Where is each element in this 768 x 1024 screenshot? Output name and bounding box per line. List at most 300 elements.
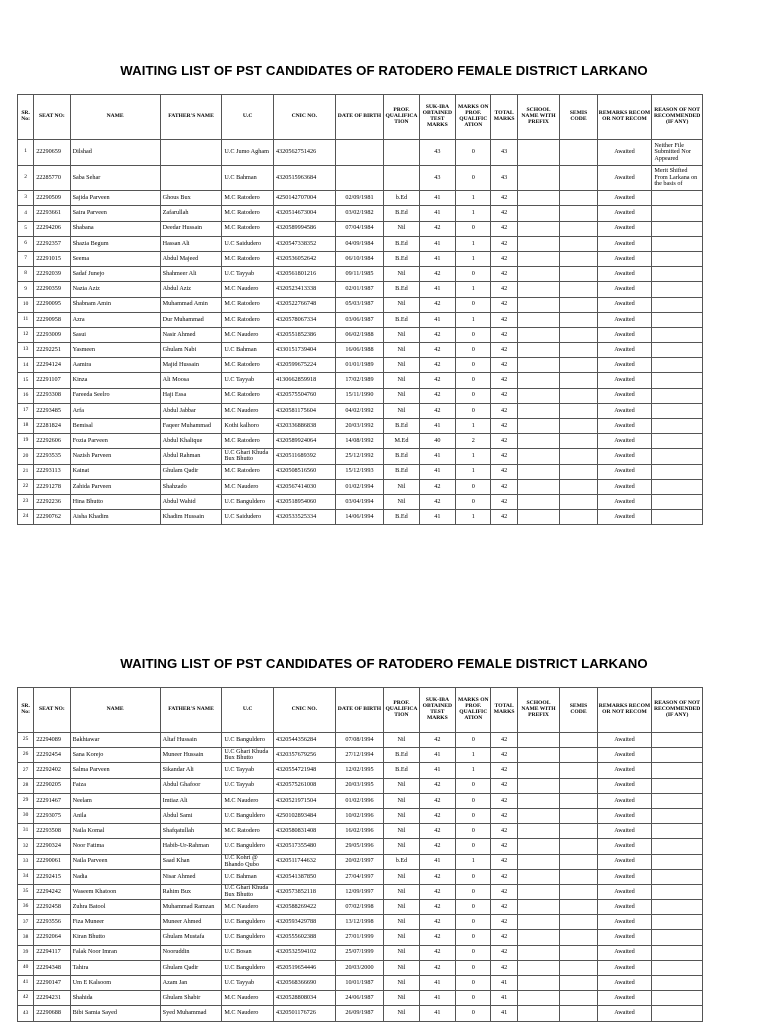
- cell-cnic-no: 4320508516560: [273, 464, 335, 479]
- cell-cnic-no: 4320573852118: [273, 884, 335, 899]
- cell-reason: [652, 960, 703, 975]
- cell-fathers-name: Altaf Hussain: [160, 733, 222, 748]
- cell-fathers-name: Muhammad Amin: [160, 297, 222, 312]
- cell-semis-code: [560, 960, 597, 975]
- cell-fathers-name: Abdul Sami: [160, 808, 222, 823]
- cell-semis-code: [560, 282, 597, 297]
- cell-total-marks: 42: [491, 839, 517, 854]
- cell-remarks: Awaited: [597, 854, 652, 869]
- cell-school-name: [517, 419, 559, 434]
- cell-sr-no: 39: [18, 945, 34, 960]
- cell-sr-no: 13: [18, 343, 34, 358]
- cell-qualification-marks: 0: [456, 793, 491, 808]
- cell-test-marks: 41: [419, 1006, 455, 1021]
- cell-reason: [652, 206, 703, 221]
- cell-date-of-birth: 04/09/1984: [335, 236, 384, 251]
- cell-uc: M.C Ratodero: [222, 434, 274, 449]
- cell-sr-no: 26: [18, 748, 34, 763]
- cell-seat-no: 22293308: [34, 388, 70, 403]
- cell-seat-no: 22294089: [34, 733, 70, 748]
- cell-sr-no: 2: [18, 165, 34, 191]
- cell-semis-code: [560, 388, 597, 403]
- cell-name: Shabnam Amin: [70, 297, 160, 312]
- cell-seat-no: 22292064: [34, 930, 70, 945]
- cell-school-name: [517, 479, 559, 494]
- cell-seat-no: 22294231: [34, 991, 70, 1006]
- cell-seat-no: 22294348: [34, 960, 70, 975]
- cell-school-name: [517, 976, 559, 991]
- cell-seat-no: 22290205: [34, 778, 70, 793]
- table-row: [18, 1006, 703, 1021]
- cell-remarks: Awaited: [597, 312, 652, 327]
- cell-date-of-birth: 20/03/1992: [335, 419, 384, 434]
- header-name: NAME: [70, 688, 160, 733]
- cell-fathers-name: Shahzado: [160, 479, 222, 494]
- cell-qualification-marks: 1: [456, 191, 491, 206]
- cell-remarks: Awaited: [597, 343, 652, 358]
- cell-uc: U.C Bangulderо: [222, 930, 274, 945]
- cell-total-marks: 42: [491, 945, 517, 960]
- cell-fathers-name: Abdul Ghafoor: [160, 778, 222, 793]
- cell-name: Hina Bhutto: [70, 494, 160, 509]
- cell-test-marks: 43: [419, 165, 455, 191]
- cell-school-name: [517, 221, 559, 236]
- cell-qualification-marks: 1: [456, 206, 491, 221]
- cell-school-name: [517, 1006, 559, 1021]
- cell-uc: U.C Ghari Khuda Bux Bhutto: [222, 748, 274, 763]
- cell-qualification-marks: 0: [456, 388, 491, 403]
- cell-total-marks: 42: [491, 778, 517, 793]
- cell-total-marks: 42: [491, 510, 517, 525]
- cell-reason: [652, 854, 703, 869]
- cell-name: Sana Korejo: [70, 748, 160, 763]
- cell-reason: [652, 991, 703, 1006]
- cell-total-marks: 42: [491, 251, 517, 266]
- cell-semis-code: [560, 991, 597, 1006]
- cell-sr-no: 11: [18, 312, 34, 327]
- cell-school-name: [517, 267, 559, 282]
- cell-prof-qualification: Nil: [384, 403, 419, 418]
- table-row: [18, 403, 703, 418]
- header-qualification-marks: MARKS ON PROF. QUALIFIC ATION: [456, 688, 491, 733]
- cell-fathers-name: [160, 140, 222, 166]
- cell-date-of-birth: 02/01/1987: [335, 282, 384, 297]
- cell-seat-no: 22293535: [34, 449, 70, 464]
- cell-date-of-birth: 03/04/1994: [335, 494, 384, 509]
- cell-qualification-marks: 1: [456, 510, 491, 525]
- cell-fathers-name: Ghous Bux: [160, 191, 222, 206]
- cell-school-name: [517, 312, 559, 327]
- table-row: [18, 748, 703, 763]
- cell-school-name: [517, 494, 559, 509]
- cell-uc: U.C Tayyab: [222, 763, 274, 778]
- cell-uc: M.C Ratodero: [222, 206, 274, 221]
- cell-test-marks: 42: [419, 945, 455, 960]
- cell-remarks: Awaited: [597, 824, 652, 839]
- cell-name: Naila Komal: [70, 824, 160, 839]
- cell-date-of-birth: 27/12/1994: [335, 748, 384, 763]
- cell-reason: [652, 479, 703, 494]
- cell-school-name: [517, 251, 559, 266]
- cell-date-of-birth: 14/06/1994: [335, 510, 384, 525]
- cell-semis-code: [560, 930, 597, 945]
- cell-prof-qualification: B.Ed: [384, 510, 419, 525]
- cell-seat-no: 22291015: [34, 251, 70, 266]
- table-row: [18, 221, 703, 236]
- header-uc: U.C: [222, 688, 274, 733]
- cell-qualification-marks: 0: [456, 403, 491, 418]
- cell-school-name: [517, 824, 559, 839]
- cell-date-of-birth: 07/04/1984: [335, 221, 384, 236]
- cell-cnic-no: 4320544356284: [273, 733, 335, 748]
- cell-semis-code: [560, 403, 597, 418]
- cell-semis-code: [560, 915, 597, 930]
- cell-qualification-marks: 0: [456, 976, 491, 991]
- cell-prof-qualification: [384, 140, 419, 166]
- cell-total-marks: 42: [491, 763, 517, 778]
- header-semis-code: SEMIS CODE: [560, 95, 597, 140]
- cell-school-name: [517, 839, 559, 854]
- cell-fathers-name: Deedar Hussain: [160, 221, 222, 236]
- cell-test-marks: 41: [419, 510, 455, 525]
- cell-sr-no: 38: [18, 930, 34, 945]
- cell-cnic-no: 4320555602388: [273, 930, 335, 945]
- cell-remarks: Awaited: [597, 930, 652, 945]
- cell-qualification-marks: 0: [456, 869, 491, 884]
- table-row: [18, 282, 703, 297]
- cell-name: Saba Sehar: [70, 165, 160, 191]
- cell-semis-code: [560, 778, 597, 793]
- cell-test-marks: 43: [419, 140, 455, 166]
- cell-fathers-name: Faqeer Muhammad: [160, 419, 222, 434]
- cell-reason: [652, 869, 703, 884]
- cell-test-marks: 42: [419, 267, 455, 282]
- cell-name: Seema: [70, 251, 160, 266]
- cell-semis-code: [560, 824, 597, 839]
- cell-remarks: Awaited: [597, 869, 652, 884]
- cell-sr-no: 18: [18, 419, 34, 434]
- cell-remarks: Awaited: [597, 494, 652, 509]
- cell-test-marks: 41: [419, 991, 455, 1006]
- cell-name: Salma Parveen: [70, 763, 160, 778]
- cell-remarks: Awaited: [597, 839, 652, 854]
- cell-date-of-birth: 20/03/2000: [335, 960, 384, 975]
- cell-prof-qualification: [384, 165, 419, 191]
- cell-reason: [652, 976, 703, 991]
- cell-test-marks: 42: [419, 824, 455, 839]
- cell-qualification-marks: 1: [456, 464, 491, 479]
- table-row: [18, 733, 703, 748]
- cell-seat-no: 22290688: [34, 1006, 70, 1021]
- cell-school-name: [517, 960, 559, 975]
- cell-qualification-marks: 1: [456, 282, 491, 297]
- table-row: [18, 960, 703, 975]
- table-row: [18, 449, 703, 464]
- cell-uc: U.C Kohri @ Bhando Qubo: [222, 854, 274, 869]
- cell-semis-code: [560, 358, 597, 373]
- cell-remarks: Awaited: [597, 251, 652, 266]
- cell-school-name: [517, 206, 559, 221]
- table-row: [18, 388, 703, 403]
- cell-date-of-birth: 04/02/1992: [335, 403, 384, 418]
- cell-name: Zahida Parveen: [70, 479, 160, 494]
- table-row: [18, 900, 703, 915]
- cell-total-marks: 42: [491, 960, 517, 975]
- cell-prof-qualification: Nil: [384, 976, 419, 991]
- cell-seat-no: 22292415: [34, 869, 70, 884]
- cell-remarks: Awaited: [597, 976, 652, 991]
- cell-prof-qualification: Nil: [384, 839, 419, 854]
- header-cnic-no: CNIC NO.: [273, 95, 335, 140]
- cell-name: Shabana: [70, 221, 160, 236]
- cell-prof-qualification: B.Ed: [384, 763, 419, 778]
- cell-seat-no: 22290509: [34, 191, 70, 206]
- cell-sr-no: 23: [18, 494, 34, 509]
- table-row: [18, 479, 703, 494]
- cell-prof-qualification: Nil: [384, 778, 419, 793]
- cell-uc: M.C Naudero: [222, 793, 274, 808]
- cell-name: Nazia Aziz: [70, 282, 160, 297]
- cell-prof-qualification: B.Ed: [384, 464, 419, 479]
- cell-school-name: [517, 140, 559, 166]
- cell-sr-no: 21: [18, 464, 34, 479]
- header-prof-qualification: PROF. QUALIFICA TION: [384, 688, 419, 733]
- cell-school-name: [517, 900, 559, 915]
- cell-school-name: [517, 930, 559, 945]
- cell-remarks: Awaited: [597, 960, 652, 975]
- cell-prof-qualification: Nil: [384, 343, 419, 358]
- cell-semis-code: [560, 206, 597, 221]
- cell-cnic-no: 4320518954060: [273, 494, 335, 509]
- cell-fathers-name: Dur Muhammad: [160, 312, 222, 327]
- cell-reason: [652, 808, 703, 823]
- cell-date-of-birth: 01/02/1996: [335, 793, 384, 808]
- cell-fathers-name: Ghulam Shabir: [160, 991, 222, 1006]
- cell-name: Sajida Parveen: [70, 191, 160, 206]
- cell-seat-no: 22294117: [34, 945, 70, 960]
- cell-qualification-marks: 0: [456, 960, 491, 975]
- header-fathers-name: FATHER'S NAME: [160, 688, 222, 733]
- cell-remarks: Awaited: [597, 808, 652, 823]
- table-row: [18, 793, 703, 808]
- header-reason: REASON OF NOT RECOMMENDED (IF ANY): [652, 688, 703, 733]
- cell-seat-no: 22290061: [34, 854, 70, 869]
- cell-seat-no: 22290095: [34, 297, 70, 312]
- cell-remarks: Awaited: [597, 793, 652, 808]
- cell-name: Arfa: [70, 403, 160, 418]
- cell-reason: [652, 763, 703, 778]
- cell-total-marks: 42: [491, 915, 517, 930]
- cell-sr-no: 5: [18, 221, 34, 236]
- cell-total-marks: 42: [491, 312, 517, 327]
- cell-uc: M.C Naudero: [222, 991, 274, 1006]
- cell-school-name: [517, 358, 559, 373]
- table-row: [18, 165, 703, 191]
- cell-date-of-birth: 16/02/1996: [335, 824, 384, 839]
- cell-reason: [652, 297, 703, 312]
- cell-cnic-no: 4320588269422: [273, 900, 335, 915]
- cell-sr-no: 25: [18, 733, 34, 748]
- cell-test-marks: 41: [419, 312, 455, 327]
- cell-reason: [652, 403, 703, 418]
- cell-semis-code: [560, 449, 597, 464]
- cell-seat-no: 22293485: [34, 403, 70, 418]
- cell-semis-code: [560, 297, 597, 312]
- cell-qualification-marks: 0: [456, 915, 491, 930]
- cell-test-marks: 42: [419, 327, 455, 342]
- cell-test-marks: 41: [419, 854, 455, 869]
- cell-seat-no: 22292357: [34, 236, 70, 251]
- cell-total-marks: 42: [491, 434, 517, 449]
- cell-test-marks: 42: [419, 839, 455, 854]
- cell-qualification-marks: 0: [456, 900, 491, 915]
- cell-fathers-name: Rahim Bux: [160, 884, 222, 899]
- cell-name: Bakhtawar: [70, 733, 160, 748]
- cell-cnic-no: 4320580831408: [273, 824, 335, 839]
- cell-seat-no: 22293009: [34, 327, 70, 342]
- cell-test-marks: 42: [419, 869, 455, 884]
- cell-school-name: [517, 945, 559, 960]
- cell-semis-code: [560, 267, 597, 282]
- cell-qualification-marks: 0: [456, 373, 491, 388]
- cell-sr-no: 36: [18, 900, 34, 915]
- cell-reason: [652, 221, 703, 236]
- cell-date-of-birth: 07/08/1994: [335, 733, 384, 748]
- cell-fathers-name: Azam Jan: [160, 976, 222, 991]
- table-row: [18, 991, 703, 1006]
- cell-cnic-no: 4130662859918: [273, 373, 335, 388]
- cell-fathers-name: Zafarullah: [160, 206, 222, 221]
- cell-sr-no: 7: [18, 251, 34, 266]
- table-row: [18, 191, 703, 206]
- cell-cnic-no: 4320501176726: [273, 1006, 335, 1021]
- cell-total-marks: 42: [491, 373, 517, 388]
- cell-uc: M.C Ratodero: [222, 388, 274, 403]
- table-row: [18, 976, 703, 991]
- cell-sr-no: 20: [18, 449, 34, 464]
- cell-total-marks: 42: [491, 403, 517, 418]
- cell-total-marks: 42: [491, 900, 517, 915]
- cell-uc: U.C Saidudero: [222, 236, 274, 251]
- cell-fathers-name: Nisar Ahmed: [160, 869, 222, 884]
- cell-sr-no: 42: [18, 991, 34, 1006]
- cell-prof-qualification: Nil: [384, 733, 419, 748]
- cell-cnic-no: 4320517355480: [273, 839, 335, 854]
- cell-fathers-name: Abdul Rahman: [160, 449, 222, 464]
- table-row: [18, 824, 703, 839]
- cell-name: Aisha Khadim: [70, 510, 160, 525]
- cell-test-marks: 42: [419, 403, 455, 418]
- table-row: [18, 327, 703, 342]
- cell-prof-qualification: Nil: [384, 267, 419, 282]
- cell-reason: Neither File Submitted Nor Appeared: [652, 140, 703, 166]
- cell-uc: U.C Bahman: [222, 165, 274, 191]
- cell-date-of-birth: 10/02/1996: [335, 808, 384, 823]
- cell-remarks: Awaited: [597, 191, 652, 206]
- header-school-name: SCHOOL NAME WITH PREFIX: [517, 688, 559, 733]
- cell-qualification-marks: 0: [456, 221, 491, 236]
- cell-prof-qualification: B.Ed: [384, 449, 419, 464]
- cell-uc: M.C Ratodero: [222, 297, 274, 312]
- cell-remarks: Awaited: [597, 267, 652, 282]
- cell-reason: [652, 464, 703, 479]
- cell-date-of-birth: 09/11/1985: [335, 267, 384, 282]
- cell-name: Nadia: [70, 869, 160, 884]
- cell-sr-no: 31: [18, 824, 34, 839]
- cell-semis-code: [560, 165, 597, 191]
- cell-uc: M.C Naudero: [222, 479, 274, 494]
- cell-remarks: Awaited: [597, 945, 652, 960]
- cell-fathers-name: Ghulam Nabi: [160, 343, 222, 358]
- cell-fathers-name: Abdul Aziz: [160, 282, 222, 297]
- cell-name: Kiran Bhutto: [70, 930, 160, 945]
- header-remarks: REMARKS RECOM OR NOT RECOM: [597, 95, 652, 140]
- cell-reason: [652, 824, 703, 839]
- cell-uc: U.C Bangulderо: [222, 915, 274, 930]
- cell-fathers-name: Sikandar Ali: [160, 763, 222, 778]
- cell-semis-code: [560, 191, 597, 206]
- cell-total-marks: 42: [491, 464, 517, 479]
- header-semis-code: SEMIS CODE: [560, 688, 597, 733]
- cell-seat-no: 22291278: [34, 479, 70, 494]
- cell-test-marks: 42: [419, 388, 455, 403]
- cell-date-of-birth: 01/01/1989: [335, 358, 384, 373]
- cell-fathers-name: Saad Khan: [160, 854, 222, 869]
- cell-semis-code: [560, 494, 597, 509]
- cell-uc: M.C Ratodero: [222, 824, 274, 839]
- cell-fathers-name: Shafqatullah: [160, 824, 222, 839]
- cell-date-of-birth: 17/02/1989: [335, 373, 384, 388]
- cell-total-marks: 42: [491, 748, 517, 763]
- header-fathers-name: FATHER'S NAME: [160, 95, 222, 140]
- cell-sr-no: 32: [18, 839, 34, 854]
- cell-sr-no: 22: [18, 479, 34, 494]
- cell-total-marks: 42: [491, 343, 517, 358]
- cell-test-marks: 40: [419, 434, 455, 449]
- cell-qualification-marks: 0: [456, 991, 491, 1006]
- cell-fathers-name: Syed Muhammad: [160, 1006, 222, 1021]
- cell-date-of-birth: 15/12/1993: [335, 464, 384, 479]
- table-row: [18, 464, 703, 479]
- cell-reason: [652, 434, 703, 449]
- cell-total-marks: 42: [491, 282, 517, 297]
- cell-date-of-birth: 27/01/1999: [335, 930, 384, 945]
- header-total-marks: TOTAL MARKS: [491, 95, 517, 140]
- cell-name: Sadaf Junejo: [70, 267, 160, 282]
- cell-uc: U.C Banguldero: [222, 494, 274, 509]
- cell-sr-no: 29: [18, 793, 34, 808]
- cell-test-marks: 41: [419, 282, 455, 297]
- cell-reason: [652, 343, 703, 358]
- cell-prof-qualification: Nil: [384, 388, 419, 403]
- cell-cnic-no: 4250142707004: [273, 191, 335, 206]
- header-name: NAME: [70, 95, 160, 140]
- cell-test-marks: 42: [419, 884, 455, 899]
- page-title: WAITING LIST OF PST CANDIDATES OF RATODERO FEMALE DISTRICT LARKANO: [120, 63, 648, 78]
- cell-qualification-marks: 0: [456, 930, 491, 945]
- cell-total-marks: 42: [491, 388, 517, 403]
- table-row: [18, 251, 703, 266]
- cell-cnic-no: 4320547338352: [273, 236, 335, 251]
- cell-date-of-birth: 10/01/1987: [335, 976, 384, 991]
- cell-fathers-name: Imtiaz Ali: [160, 793, 222, 808]
- cell-reason: [652, 494, 703, 509]
- cell-total-marks: 42: [491, 419, 517, 434]
- cell-remarks: Awaited: [597, 388, 652, 403]
- cell-cnic-no: 4330151739404: [273, 343, 335, 358]
- cell-seat-no: 22292606: [34, 434, 70, 449]
- cell-date-of-birth: [335, 165, 384, 191]
